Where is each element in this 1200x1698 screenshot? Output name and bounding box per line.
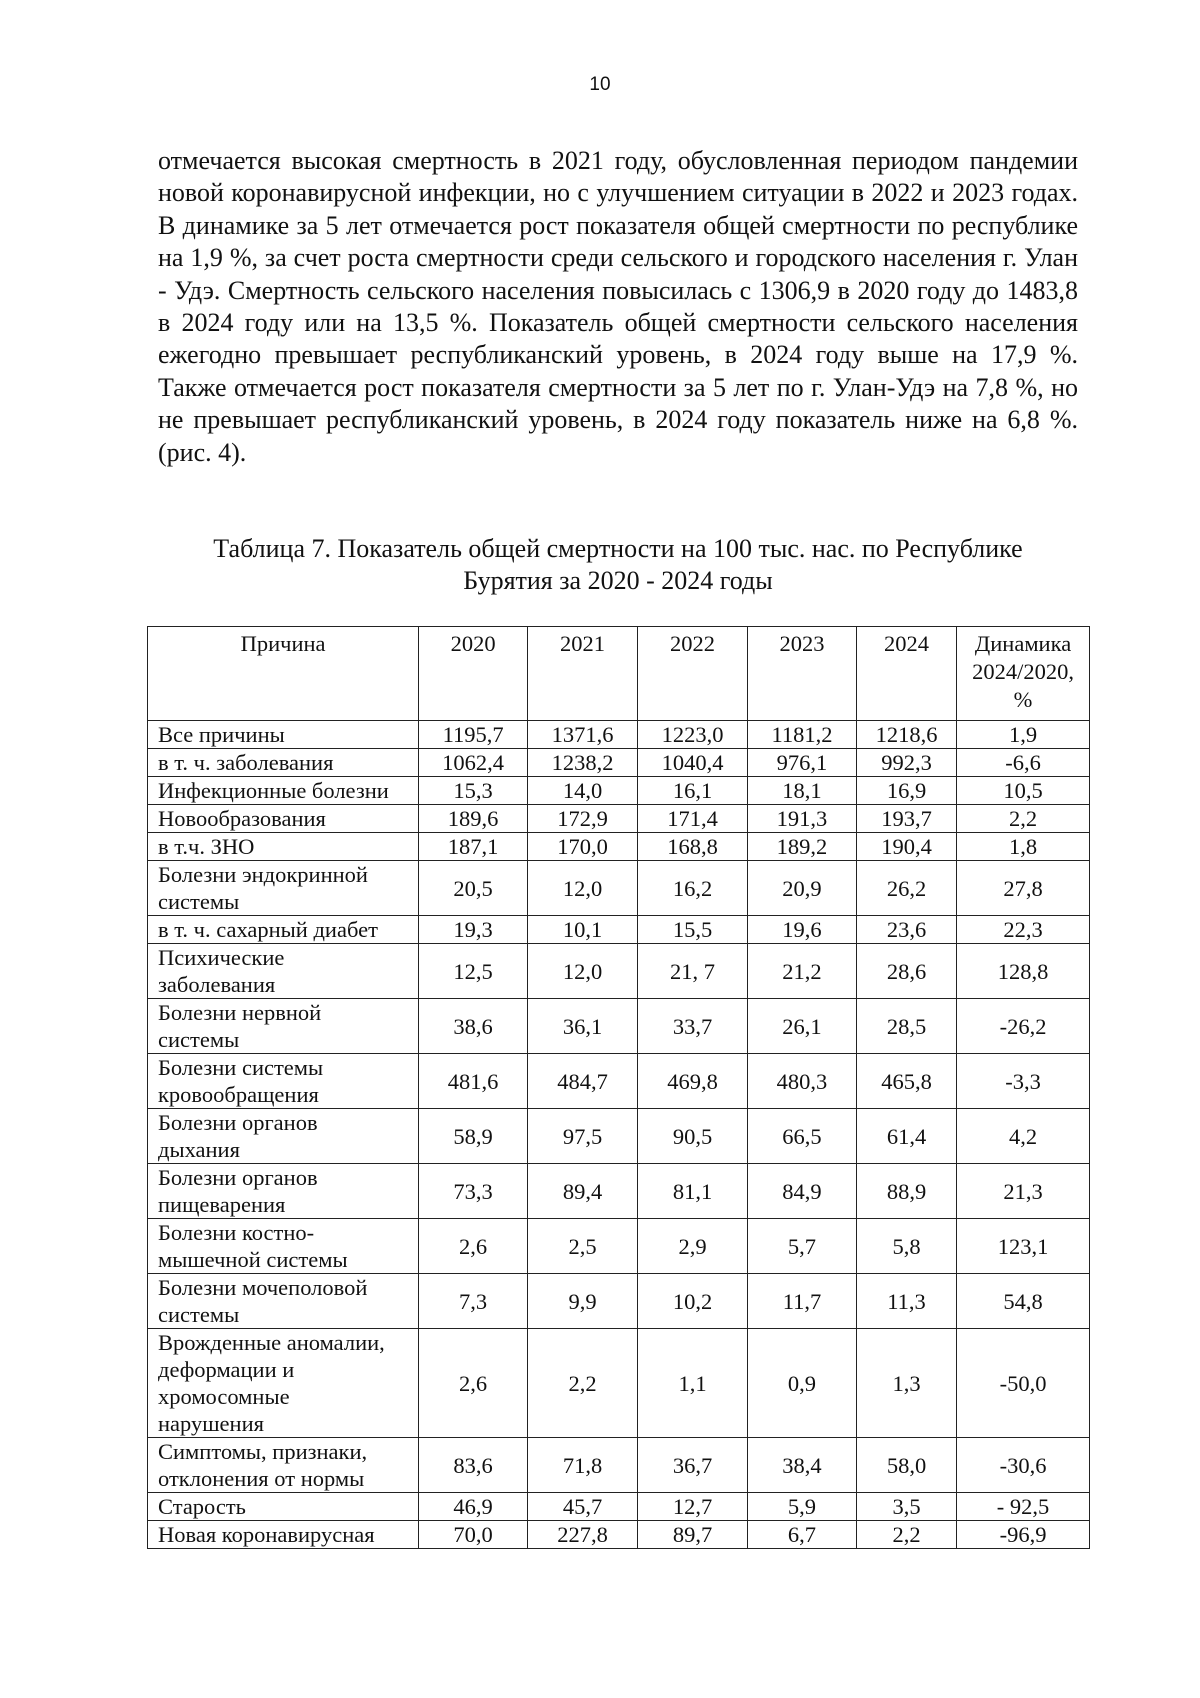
value-2021: 45,7 [528,1493,638,1521]
value-2020: 12,5 [419,944,528,999]
cause-cell [148,1219,419,1274]
value-2024: 190,4 [856,833,956,861]
value-2024: 1,3 [856,1329,956,1438]
header-dynamics-line-3: % [1013,687,1033,712]
cause-text: в т. ч. сахарный диабет [158,917,378,942]
value-dynamics: 123,1 [957,1219,1090,1274]
header-2023: 2023 [748,627,857,721]
cause-cell [148,1164,419,1219]
value-2021: 12,0 [528,861,638,916]
header-cause: Причина [148,627,419,721]
value-dynamics: -96,9 [957,1521,1090,1549]
value-2023: 5,9 [748,1493,857,1521]
cause-text: системы [158,889,240,914]
value-2022: 12,7 [638,1493,748,1521]
value-2022: 1223,0 [638,721,748,749]
cause-text: Новообразования [158,806,326,831]
value-2023: 11,7 [748,1274,857,1329]
value-2021: 9,9 [528,1274,638,1329]
value-2022: 16,1 [638,777,748,805]
table-header-row [148,627,1090,721]
value-2021: 170,0 [528,833,638,861]
value-dynamics: -3,3 [957,1054,1090,1109]
value-2023: 191,3 [748,805,857,833]
value-2021: 227,8 [528,1521,638,1549]
value-dynamics: 4,2 [957,1109,1090,1164]
value-2021: 10,1 [528,916,638,944]
value-2021: 89,4 [528,1164,638,1219]
table-row [148,1164,1090,1219]
table-row [148,833,1090,861]
value-2021: 12,0 [528,944,638,999]
cause-text: Симптомы, признаки, [158,1439,368,1464]
value-2023: 18,1 [748,777,857,805]
value-2022: 33,7 [638,999,748,1054]
value-2021: 172,9 [528,805,638,833]
table-row [148,721,1090,749]
table-row [148,1521,1090,1549]
value-2024: 465,8 [856,1054,956,1109]
table-caption-line-2: Бурятия за 2020 - 2024 годы [463,566,773,595]
cause-cell [148,1438,419,1493]
cause-cell [148,749,419,777]
table-row [148,944,1090,999]
cause-cell [148,721,419,749]
value-2024: 26,2 [856,861,956,916]
value-dynamics: - 92,5 [957,1493,1090,1521]
cause-cell [148,833,419,861]
value-dynamics: 1,9 [957,721,1090,749]
value-2023: 480,3 [748,1054,857,1109]
value-2022: 1,1 [638,1329,748,1438]
table-row [148,777,1090,805]
value-2020: 7,3 [419,1274,528,1329]
header-2022: 2022 [638,627,748,721]
value-2024: 16,9 [856,777,956,805]
value-2024: 88,9 [856,1164,956,1219]
value-2021: 36,1 [528,999,638,1054]
value-2020: 1195,7 [419,721,528,749]
value-2024: 193,7 [856,805,956,833]
value-2022: 89,7 [638,1521,748,1549]
value-2020: 187,1 [419,833,528,861]
table-row [148,999,1090,1054]
table-row [148,749,1090,777]
value-2020: 15,3 [419,777,528,805]
cause-text: Болезни системы [158,1055,324,1080]
cause-cell [148,1054,419,1109]
value-dynamics: 54,8 [957,1274,1090,1329]
table-row [148,1109,1090,1164]
value-2023: 976,1 [748,749,857,777]
value-2020: 46,9 [419,1493,528,1521]
cause-text: заболевания [158,972,276,997]
table-row [148,916,1090,944]
value-dynamics: 128,8 [957,944,1090,999]
cause-text: системы [158,1027,240,1052]
cause-text: Все причины [158,722,285,747]
value-2022: 171,4 [638,805,748,833]
value-2024: 28,5 [856,999,956,1054]
value-2023: 38,4 [748,1438,857,1493]
value-2023: 1181,2 [748,721,857,749]
value-2021: 484,7 [528,1054,638,1109]
value-2021: 1238,2 [528,749,638,777]
value-dynamics: 27,8 [957,861,1090,916]
cause-cell [148,777,419,805]
body-paragraph: отмечается высокая смертность в 2021 году, обусловленная периодом пандемии новой коронавирусной инфекции, но с улучшением ситуации в 2022 и 2023 годах. В динамике за 5 лет отмечается рост показателя общей смертности по республике на 1,9 %, за счет роста смертности среди сельского и городского населения г. Улан - Удэ. Смертность сельского населения повысилась с 1306,9 в 2020 году до 1483,8 в 2024 году или на 13,5 %. Показатель общей смертности сельского населения ежегодно превышает республиканский уровень, в 2024 году выше на 17,9 %. Также отмечается рост показателя смертности за 5 лет по г. Улан-Удэ на 7,8 %, но не превышает республиканский уровень, в 2024 году показатель ниже на 6,8 %. (рис. 4). [158,146,1078,467]
header-2021: 2021 [528,627,638,721]
value-2023: 5,7 [748,1219,857,1274]
table-row [148,1329,1090,1438]
value-dynamics: 2,2 [957,805,1090,833]
cause-text: в т. ч. заболевания [158,750,334,775]
cause-text: Болезни органов [158,1110,318,1135]
cause-cell [148,805,419,833]
cause-text: Болезни мочеполовой [158,1275,368,1300]
value-dynamics: 1,8 [957,833,1090,861]
value-2023: 19,6 [748,916,857,944]
value-2020: 73,3 [419,1164,528,1219]
header-dynamics-line-2: 2024/2020, [972,659,1074,684]
value-2022: 21, 7 [638,944,748,999]
value-dynamics: 10,5 [957,777,1090,805]
value-2024: 23,6 [856,916,956,944]
cause-text: Болезни костно- [158,1220,315,1245]
table-row [148,1219,1090,1274]
value-2023: 26,1 [748,999,857,1054]
value-2024: 3,5 [856,1493,956,1521]
cause-cell [148,916,419,944]
value-2021: 2,5 [528,1219,638,1274]
value-2022: 469,8 [638,1054,748,1109]
value-dynamics: -50,0 [957,1329,1090,1438]
value-dynamics: 22,3 [957,916,1090,944]
cause-text: хромосомные [158,1384,290,1409]
cause-cell [148,1274,419,1329]
cause-text: деформации и [158,1357,295,1382]
cause-text: системы [158,1302,240,1327]
cause-cell [148,861,419,916]
value-dynamics: -26,2 [957,999,1090,1054]
value-2024: 58,0 [856,1438,956,1493]
value-2022: 2,9 [638,1219,748,1274]
table-row [148,805,1090,833]
cause-cell [148,1329,419,1438]
value-2020: 2,6 [419,1219,528,1274]
cause-text: Инфекционные болезни [158,778,389,803]
cause-text: дыхания [158,1137,240,1162]
cause-cell [148,1493,419,1521]
cause-text: пищеварения [158,1192,286,1217]
value-2024: 5,8 [856,1219,956,1274]
value-2023: 84,9 [748,1164,857,1219]
cause-text: отклонения от нормы [158,1466,365,1491]
header-2024: 2024 [856,627,956,721]
value-2024: 28,6 [856,944,956,999]
cause-text: кровообращения [158,1082,319,1107]
table-caption-line-1: Таблица 7. Показатель общей смертности на 100 тыс. нас. по Республике [213,534,1023,563]
value-2023: 66,5 [748,1109,857,1164]
cause-text: Болезни эндокринной [158,862,368,887]
value-2023: 20,9 [748,861,857,916]
value-2020: 1062,4 [419,749,528,777]
table-caption [158,533,1078,597]
value-2020: 2,6 [419,1329,528,1438]
value-2020: 83,6 [419,1438,528,1493]
value-dynamics: -30,6 [957,1438,1090,1493]
value-2020: 38,6 [419,999,528,1054]
value-2020: 19,3 [419,916,528,944]
value-2024: 1218,6 [856,721,956,749]
value-2020: 70,0 [419,1521,528,1549]
cause-text: Болезни органов [158,1165,318,1190]
mortality-table [147,626,1090,1549]
cause-cell [148,944,419,999]
value-2021: 1371,6 [528,721,638,749]
cause-cell [148,1521,419,1549]
value-2021: 2,2 [528,1329,638,1438]
value-2023: 189,2 [748,833,857,861]
cause-text: в т.ч. ЗНО [158,834,255,859]
cause-cell [148,999,419,1054]
value-2024: 11,3 [856,1274,956,1329]
cause-text: мышечной системы [158,1247,348,1272]
value-2022: 90,5 [638,1109,748,1164]
table-row [148,1493,1090,1521]
value-2023: 21,2 [748,944,857,999]
value-2022: 15,5 [638,916,748,944]
value-2021: 14,0 [528,777,638,805]
value-2024: 2,2 [856,1521,956,1549]
value-2020: 189,6 [419,805,528,833]
value-2024: 992,3 [856,749,956,777]
cause-text: Старость [158,1494,246,1519]
value-2022: 81,1 [638,1164,748,1219]
table-row [148,861,1090,916]
value-2022: 36,7 [638,1438,748,1493]
cause-text: нарушения [158,1411,264,1436]
value-2020: 20,5 [419,861,528,916]
value-dynamics: 21,3 [957,1164,1090,1219]
value-2022: 10,2 [638,1274,748,1329]
header-dynamics-line-1: Динамика [974,631,1072,656]
value-2021: 97,5 [528,1109,638,1164]
value-2022: 1040,4 [638,749,748,777]
cause-text: Болезни нервной [158,1000,322,1025]
value-2024: 61,4 [856,1109,956,1164]
cause-text: Врожденные аномалии, [158,1330,385,1355]
table-row [148,1274,1090,1329]
value-2020: 58,9 [419,1109,528,1164]
header-dynamics [957,627,1090,721]
value-2022: 16,2 [638,861,748,916]
page-number: 10 [589,74,611,95]
cause-text: Новая коронавирусная [158,1522,375,1547]
table-row [148,1054,1090,1109]
header-2020: 2020 [419,627,528,721]
value-2023: 0,9 [748,1329,857,1438]
value-2023: 6,7 [748,1521,857,1549]
value-2020: 481,6 [419,1054,528,1109]
value-2022: 168,8 [638,833,748,861]
value-2021: 71,8 [528,1438,638,1493]
cause-cell [148,1109,419,1164]
value-dynamics: -6,6 [957,749,1090,777]
cause-text: Психические [158,945,285,970]
table-row [148,1438,1090,1493]
table-body [148,721,1090,1549]
